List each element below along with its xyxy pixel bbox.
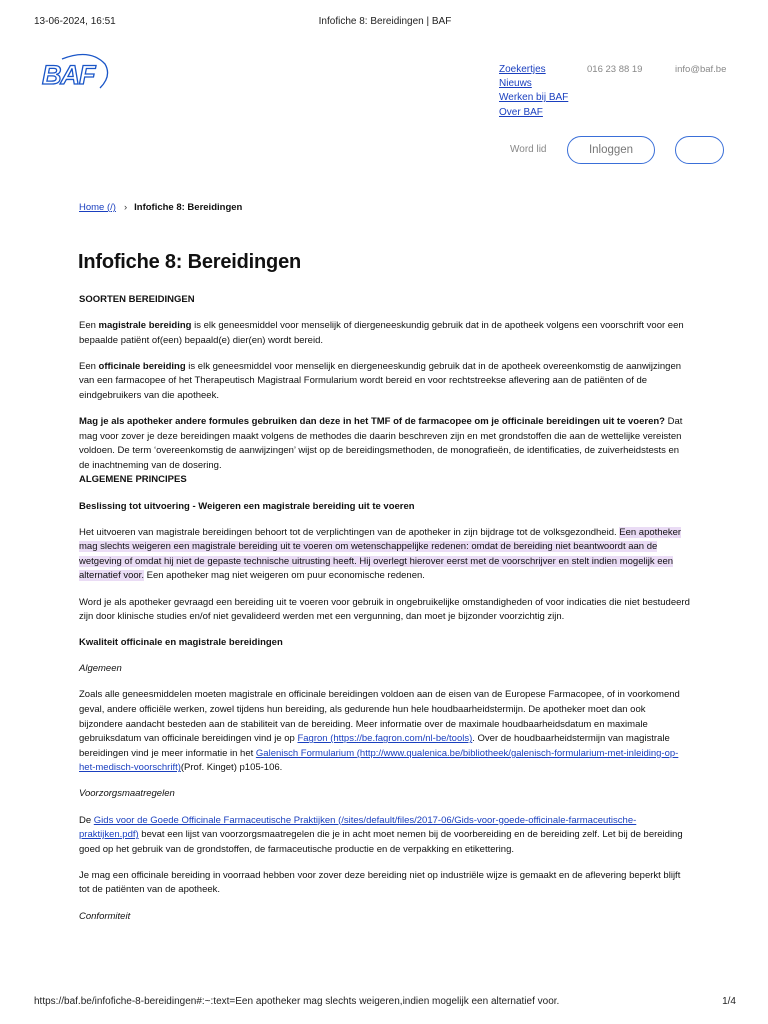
contact-email[interactable]: info@baf.be bbox=[675, 64, 727, 75]
section-heading-soorten: SOORTEN BEREIDINGEN bbox=[79, 294, 195, 305]
subheading-kwaliteit: Kwaliteit officinale en magistrale bereidingen bbox=[79, 637, 283, 649]
paragraph-voorraad: Je mag een officinale bereiding in voorraad hebben voor zover deze bereiding niet op industriële wijze is gemaakt en de aflevering beperkt blijft tot de patiënten van de apotheek. bbox=[79, 869, 681, 896]
nav-link-werken-bij-baf[interactable]: Werken bij BAF bbox=[499, 92, 569, 104]
word-lid-link[interactable]: Word lid bbox=[510, 144, 547, 155]
breadcrumb-home[interactable]: Home (/) bbox=[79, 202, 116, 213]
logo-text: BAF bbox=[42, 60, 95, 90]
paragraph-officinale: Een officinale bereiding is elk geneesmiddel voor menselijk en diergeneeskundig gebruik dat in de apotheek overeenkomstig de aanwijzingen van een farmacopee of het Therapeutisch Magistraal Formularium wordt bereid en voor rechtstreekse aflevering aan de patiënten of de eindgebruikers van die apotheek. bbox=[79, 360, 682, 401]
print-footer bbox=[34, 996, 736, 1010]
print-url: https://baf.be/infofiche-8-bereidingen#:~:text=Een apotheker mag slechts weigeren,indien mogelijk een alternatief voor. bbox=[34, 996, 560, 1007]
paragraph-voorzichtig: Word je als apotheker gevraagd een bereiding uit te voeren voor gebruik in ongebruikelijke omstandigheden of voor indicaties die niet bestudeerd zijn door klinische studies en/of niet gevalideerd werden met een vergunning, dan moet je bijzonder voorzichtig zijn. bbox=[79, 596, 690, 623]
breadcrumb-chevron-icon: › bbox=[123, 202, 128, 213]
page-title: Infofiche 8: Bereidingen bbox=[78, 251, 302, 273]
nav-link-nieuws[interactable]: Nieuws bbox=[499, 78, 532, 90]
nav-link-over-baf[interactable]: Over BAF bbox=[499, 106, 543, 118]
paragraph-tmf: Mag je als apotheker andere formules gebruiken dan deze in het TMF of de farmacopee om je officinale bereidingen uit te voeren? Dat mag voor zover je deze bereidingen maakt volgens de methodes die daarin beschreven zijn en met grondstoffen die aan de wettelijke vereisten voldoen. De term ‘overeenkomstig de aanwijzingen’ wijst op de bereidingsmethoden, de monografieën, de identificaties, de zuiverheidstests en de inachtneming van de dosering. bbox=[79, 416, 683, 471]
link-fagron[interactable]: Fagron (https://be.fagron.com/nl-be/tools) bbox=[297, 733, 473, 745]
baf-logo[interactable] bbox=[42, 50, 112, 94]
link-galenisch-formularium[interactable]: Galenisch Formularium (http://www.qualenica.be/bibliotheek/galenisch-formularium-met-inleiding-op-het-medisch-voorschrift) bbox=[79, 747, 679, 774]
paragraph-gids: De Gids voor de Goede Officinale Farmaceutische Praktijken (/sites/default/files/2017-06/Gids-voor-goede-officinale-farmaceutische-praktijken.pdf) bevat een lijst van voorzorgsmaatregelen die je in acht moet nemen bij de voorbereiding en de bereiding zelf. Let bij de bereiding goed op het gebruik van de grondstoffen, de farmaceutische productie en de verpakking en etikettering. bbox=[79, 814, 683, 855]
menu-button[interactable] bbox=[675, 136, 724, 164]
print-page-number: 1/4 bbox=[722, 996, 736, 1007]
highlighted-text: Een apotheker mag slechts weigeren een magistrale bereiding uit te voeren om wetenschappelijke redenen: omdat de bereiding niet beantwoordt aan de wetgeving of omdat hij niet de gepaste technische uitrusting heeft. Hij overlegt hierover eerst met de voorschrijver en stelt indien mogelijk een alternatief voor. bbox=[79, 526, 682, 582]
print-title: Infofiche 8: Bereidingen | BAF bbox=[318, 16, 452, 27]
top-nav bbox=[499, 63, 568, 120]
subheading-beslissing: Beslissing tot uitvoering - Weigeren een magistrale bereiding uit te voeren bbox=[79, 500, 415, 512]
paragraph-farmacopee: Zoals alle geneesmiddelen moeten magistrale en officinale bereidingen voldoen aan de eisen van de Europese Farmacopee, of in voorkomend geval, andere officiële werken, zowel tijdens hun bereiding, als gedurende hun hele houdbaarheidstermijn. De apotheker moet dan ook bijzondere aandacht besteden aan de stabiliteit van de bereiding. Meer informatie over de maximale houdbaarheidsdatum en maximale gebruiksdatum van officinale bereidingen vind je op Fagron (https://be.fagron.com/nl-be/tools). Over de houdbaarheidstermijn van magistrale bereidingen vind je meer informatie in het Galenisch Formularium (http://www.qualenica.be/bibliotheek/galenisch-formularium-met-inleiding-op-het-medisch-voorschrift)(Prof. Kinget) p105-106. bbox=[79, 689, 680, 774]
subheading-voorzorg: Voorzorgsmaatregelen bbox=[79, 788, 175, 800]
breadcrumb bbox=[79, 202, 242, 213]
login-button[interactable]: Inloggen bbox=[567, 136, 655, 164]
contact-phone[interactable]: 016 23 88 19 bbox=[587, 64, 643, 75]
subheading-algemeen: Algemeen bbox=[79, 663, 122, 675]
paragraph-weigeren: Het uitvoeren van magistrale bereidingen behoort tot de verplichtingen van de apotheker in zijn bijdrage tot de volksgezondheid. Een apotheker mag slechts weigeren een magistrale bereiding uit te voeren om wetenschappelijke redenen: omdat de bereiding niet beantwoordt aan de wetgeving of omdat hij niet de gepaste technische uitrusting heeft. Hij overlegt hierover eerst met de voorschrijver en stelt indien mogelijk een alternatief voor. Een apotheker mag niet weigeren om puur economische redenen. bbox=[79, 526, 682, 582]
article-content bbox=[79, 293, 691, 936]
print-datetime: 13-06-2024, 16:51 bbox=[34, 16, 116, 27]
breadcrumb-current: Infofiche 8: Bereidingen bbox=[134, 202, 243, 213]
subheading-conformiteit: Conformiteit bbox=[79, 910, 131, 922]
nav-link-zoekertjes[interactable]: Zoekertjes bbox=[499, 64, 546, 75]
link-gids[interactable]: Gids voor de Goede Officinale Farmaceutische Praktijken (/sites/default/files/2017-06/Gids-voor-goede-officinale-farmaceutische-praktijken.pdf) bbox=[79, 814, 637, 841]
section-heading-algemene: ALGEMENE PRINCIPES bbox=[79, 474, 187, 486]
paragraph-magistrale: Een magistrale bereiding is elk geneesmiddel voor menselijk of diergeneeskundig gebruik dat in de apotheek volgens een voorschrift voor een bepaalde patiënt of(een) bepaald(e) dier(en) wordt bereid. bbox=[79, 320, 684, 346]
print-header bbox=[34, 16, 736, 30]
